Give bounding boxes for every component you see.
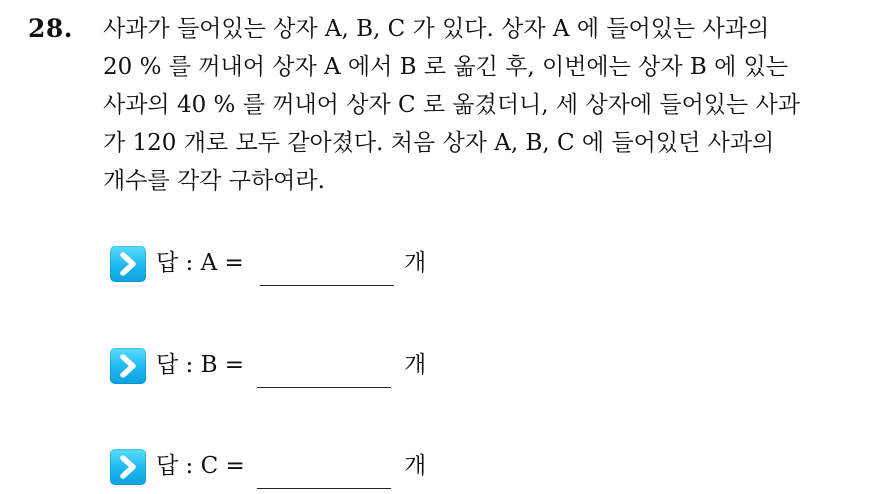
answer-row-a: [110, 243, 530, 283]
answer-label-c: 답 : C =: [156, 453, 245, 479]
answer-blank-a[interactable]: [260, 285, 394, 286]
answer-blank-c[interactable]: [257, 488, 391, 489]
problem-line: 사과가 들어있는 상자 A, B, C 가 있다. 상자 A 에 들어있는 사과의: [103, 16, 770, 42]
problem-number: 28.: [28, 14, 73, 43]
problem-text: [103, 10, 873, 200]
problem-line: 개수를 각각 구하여라.: [103, 168, 325, 194]
answer-label-b: 답 : B =: [156, 352, 245, 378]
answer-blank-b[interactable]: [257, 387, 391, 388]
answer-unit-c: 개: [404, 453, 427, 479]
answer-row-c: [110, 446, 530, 486]
chevron-right-icon: [110, 246, 146, 282]
problem-line: 20 % 를 꺼내어 상자 A 에서 B 로 옮긴 후, 이번에는 상자 B 에 있는: [103, 54, 789, 80]
problem-line: 사과의 40 % 를 꺼내어 상자 C 로 옮겼더니, 세 상자에 들어있는 사과: [103, 92, 800, 118]
chevron-right-icon: [110, 449, 146, 485]
chevron-right-icon: [110, 348, 146, 384]
answer-row-b: [110, 345, 530, 385]
answer-unit-b: 개: [404, 352, 427, 378]
answer-unit-a: 개: [404, 250, 427, 276]
answer-label-a: 답 : A =: [156, 250, 244, 276]
problem-line: 가 120 개로 모두 같아졌다. 처음 상자 A, B, C 에 들어있던 사과의: [103, 130, 775, 156]
